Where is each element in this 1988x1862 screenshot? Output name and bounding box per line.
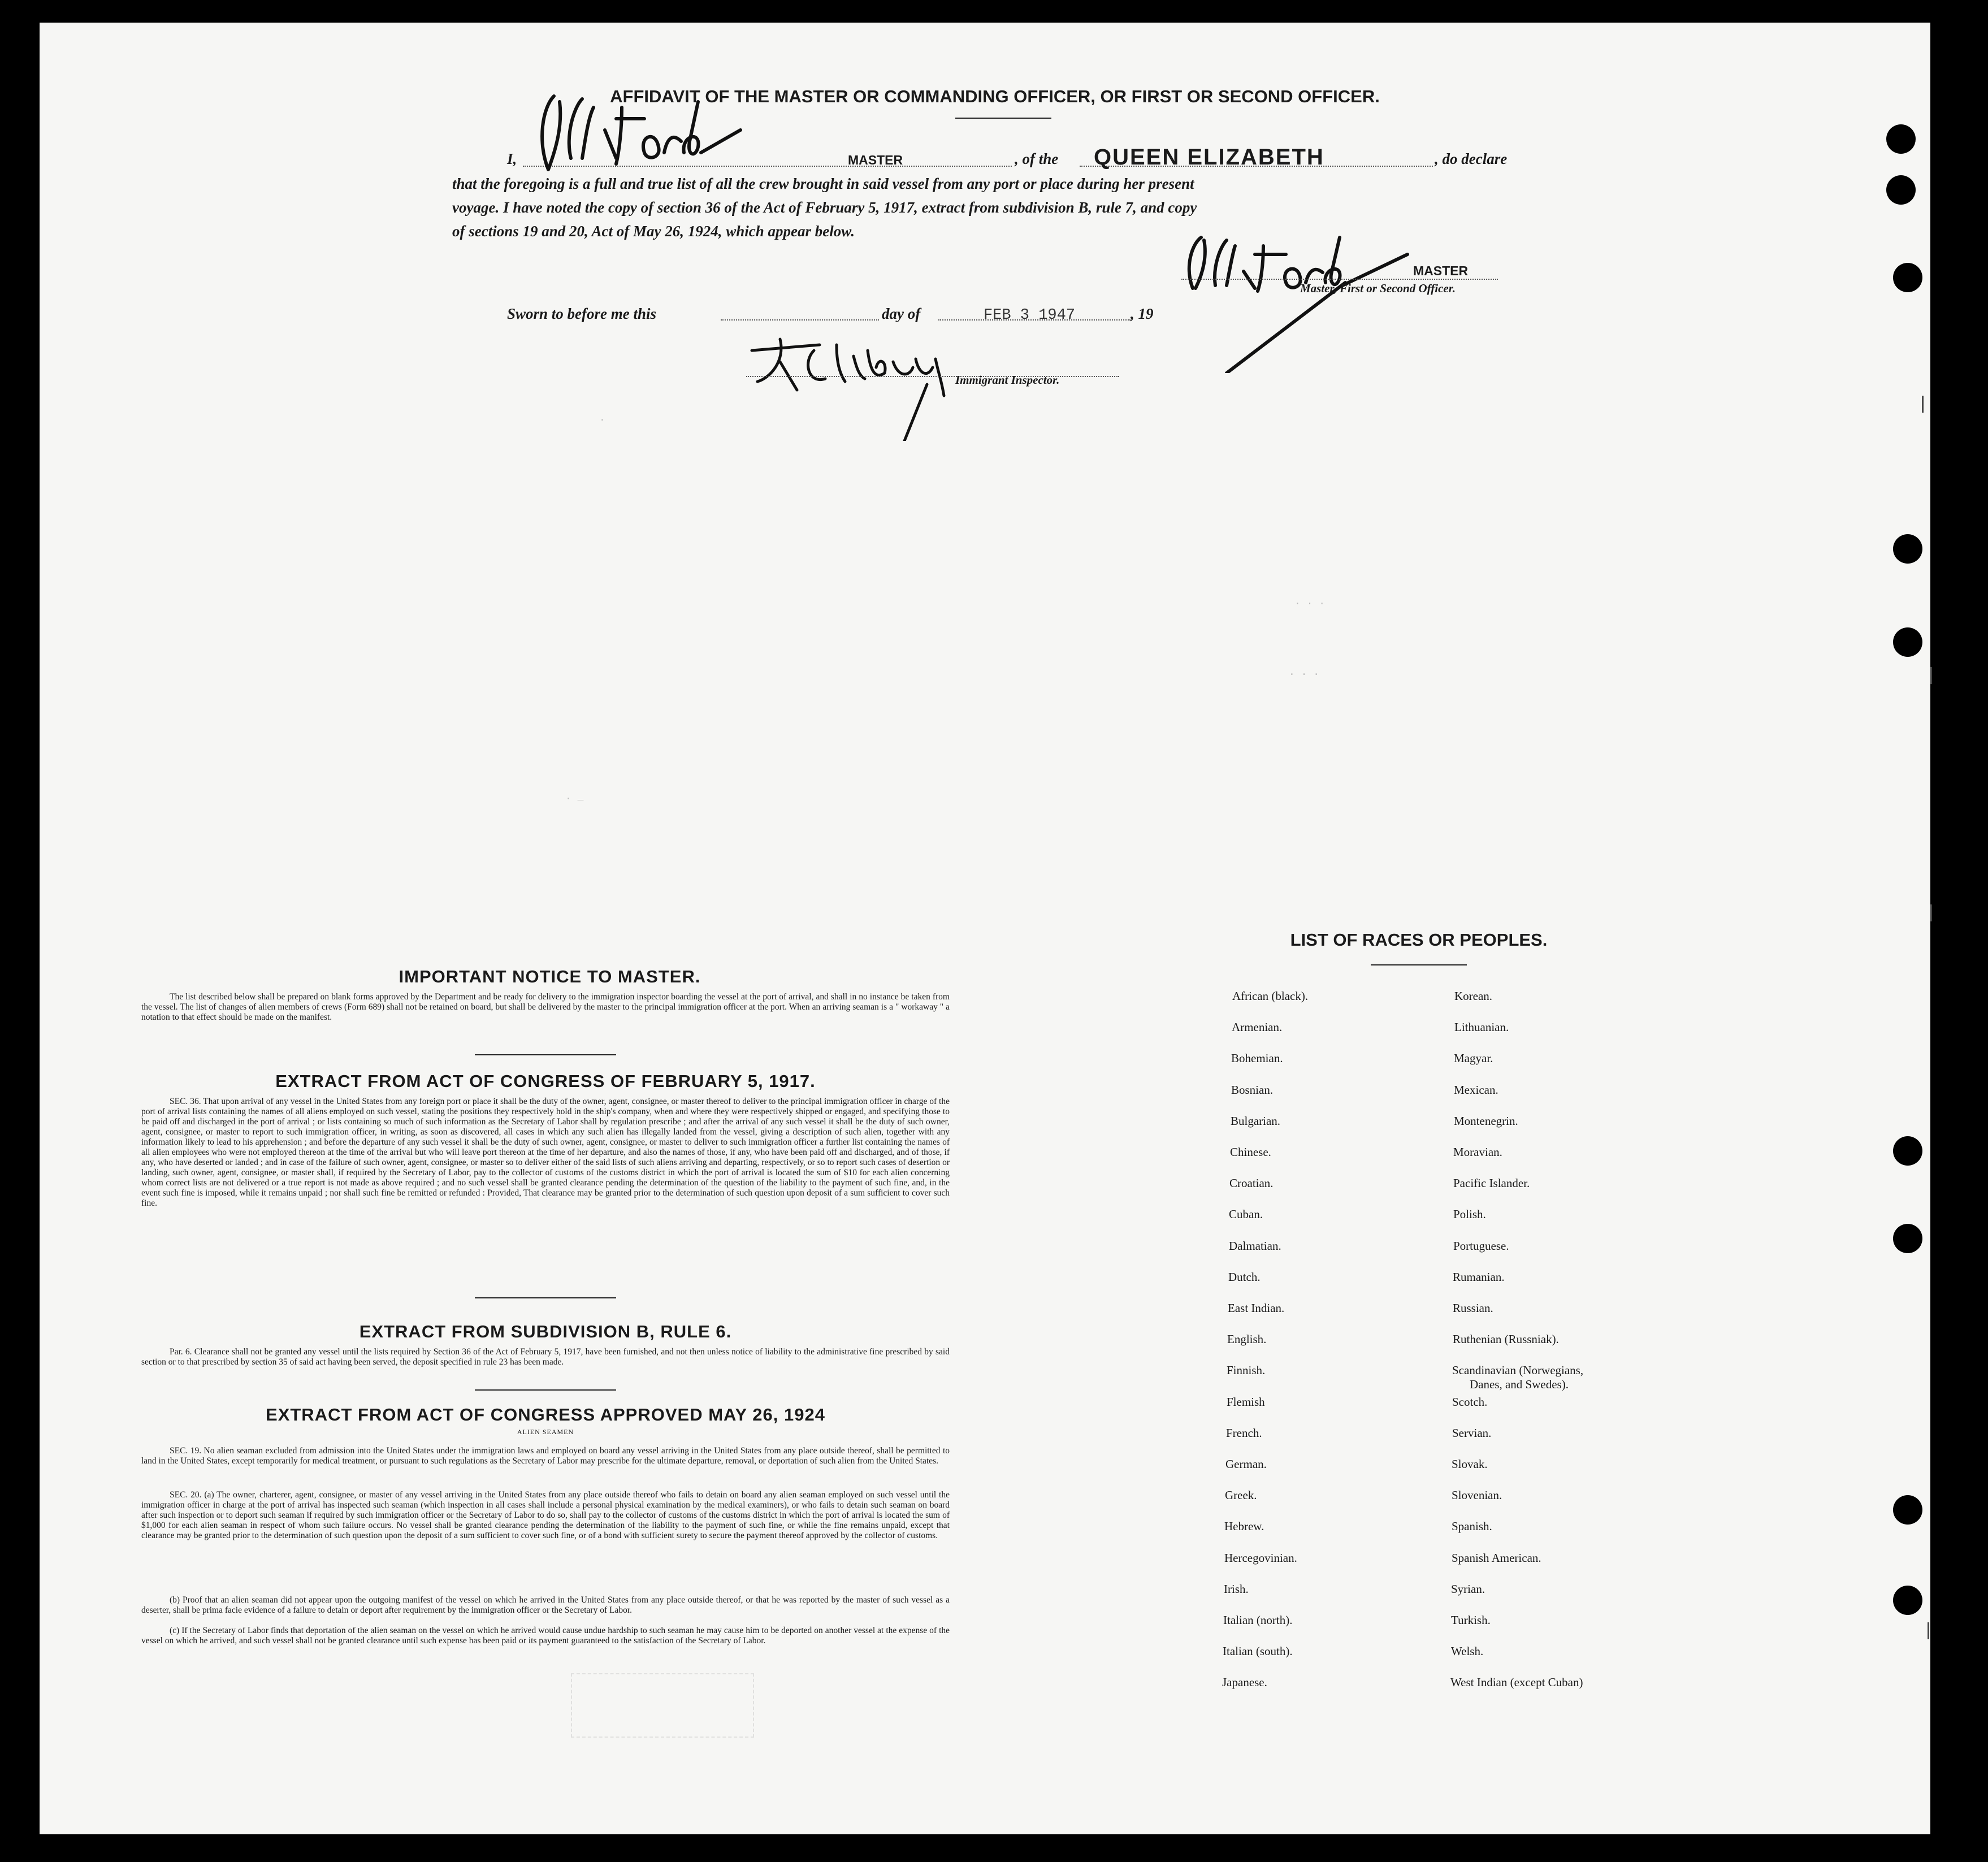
master-stamp: MASTER bbox=[848, 153, 903, 167]
margin-mark bbox=[1922, 396, 1924, 413]
sec-19-text: SEC. 19. No alien seaman excluded from admission into the United States under the immigration laws and employed on board any vessel arriving in the United States from any place outside thereof, shall be permitted to land in the United States, except temporarily for medical treatment, or pursuant to such regulations as the Secretary of Labor may prescribe for the ultimate departure, removal, or deportation of such alien from the United States. bbox=[141, 1446, 950, 1466]
affidavit-title: AFFIDAVIT OF THE MASTER OR COMMANDING OFFICER, OR FIRST OR SECOND OFFICER. bbox=[610, 86, 1380, 106]
race-item: Rumanian. bbox=[1453, 1270, 1505, 1284]
notice-text: The list described below shall be prepared on blank forms approved by the Department and be ready for delivery to the immigration inspector boarding the vessel at the port of arrival, and shall in no instance be taken from the vessel. The list of changes of alien members of crews (Form 689) shall not be retained on board, but shall be delivered by the master to the principal immigration officer at the port. When an arriving seaman is a " workaway " a notation to that effect should be made on the manifest. bbox=[141, 992, 950, 1022]
race-item: Bohemian. bbox=[1231, 1051, 1283, 1065]
affidavit-line-3: voyage. I have noted the copy of section 36 of the Act of February 5, 1917, extract from subdivision B, rule 7, and copy bbox=[452, 199, 1197, 216]
master-signature-bottom bbox=[1181, 232, 1419, 373]
margin-mark bbox=[1930, 667, 1932, 684]
race-item: Finnish. bbox=[1227, 1363, 1266, 1377]
bleed-through-mark: . bbox=[599, 413, 605, 424]
punch-hole bbox=[1886, 124, 1916, 154]
race-item: Turkish. bbox=[1451, 1613, 1491, 1627]
sec-20a-text: SEC. 20. (a) The owner, charterer, agent, consignee, or master of any vessel arriving in the United States from any place outside thereof who fails to detain on board any alien seaman employed on such vessel until the immigration officer in charge at the port of arrival has inspected such seaman (which inspection in all cases shall include a personal physical examination by the medical examiners), or who fails to detain such seaman on board after such inspection or to deport such seaman if required by such immigration officer or the Secretary of Labor to do so, shall pay to the collector of customs of the customs district in which the port of arrival is located the sum of $1,000 for each alien seaman in respect of whom such failure occurs. No vessel shall be granted clearance pending the determination of the liability to the payment of such fine, or while the fine remains unpaid, except that clearance may be granted prior to the determination of such question upon the deposit of a sum sufficient to cover such fine, or of a bond with sufficient surety to secure the payment thereof approved by the collector of customs. bbox=[141, 1490, 950, 1540]
race-item: English. bbox=[1227, 1332, 1267, 1346]
officer-caption: Master, First or Second Officer. bbox=[1300, 282, 1456, 295]
races-divider bbox=[1371, 964, 1467, 965]
race-item: Spanish. bbox=[1452, 1519, 1492, 1533]
bleed-through-mark: . . . bbox=[1294, 596, 1326, 608]
race-item: Montenegrin. bbox=[1454, 1114, 1518, 1128]
race-item: Italian (north). bbox=[1223, 1613, 1293, 1627]
race-item: German. bbox=[1225, 1457, 1267, 1471]
race-item: Slovak. bbox=[1452, 1457, 1488, 1471]
punch-hole bbox=[1893, 1136, 1922, 1166]
race-item: Syrian. bbox=[1451, 1582, 1485, 1596]
day-of-label: day of bbox=[882, 305, 921, 322]
alien-seamen-subtitle: ALIEN SEAMEN bbox=[517, 1428, 574, 1436]
race-item: Bosnian. bbox=[1231, 1083, 1274, 1097]
race-item: Moravian. bbox=[1453, 1145, 1502, 1159]
punch-hole bbox=[1893, 1224, 1922, 1253]
race-item: Cuban. bbox=[1229, 1207, 1263, 1221]
race-item: African (black). bbox=[1232, 989, 1309, 1003]
affidavit-line-2: that the foregoing is a full and true list of all the crew brought in said vessel from any port or place during her present bbox=[452, 175, 1194, 192]
race-item: Scandinavian (Norwegians, bbox=[1452, 1363, 1584, 1377]
officer-blank bbox=[1181, 279, 1498, 280]
race-item: Lithuanian. bbox=[1454, 1020, 1509, 1034]
inspector-caption: Immigrant Inspector. bbox=[955, 373, 1060, 387]
do-declare-label: , do declare bbox=[1435, 150, 1508, 167]
race-item: Welsh. bbox=[1451, 1644, 1484, 1658]
punch-hole bbox=[1893, 1495, 1922, 1525]
race-item: Pacific Islander. bbox=[1453, 1176, 1530, 1190]
faded-stamp bbox=[571, 1673, 754, 1738]
bleed-through-mark: . . . bbox=[1289, 667, 1320, 678]
punch-hole bbox=[1893, 1586, 1922, 1615]
race-item: Croatian. bbox=[1229, 1176, 1274, 1190]
race-item: Greek. bbox=[1225, 1488, 1257, 1502]
master-signature-top bbox=[531, 85, 746, 181]
subdivision-title: EXTRACT FROM SUBDIVISION B, RULE 6. bbox=[359, 1322, 732, 1341]
race-item: Spanish American. bbox=[1452, 1551, 1541, 1565]
race-item: Polish. bbox=[1453, 1207, 1486, 1221]
bleed-through-mark: . _ bbox=[565, 791, 584, 803]
race-item: East Indian. bbox=[1228, 1301, 1285, 1315]
extract-1917-title: EXTRACT FROM ACT OF CONGRESS OF FEBRUARY 5, 1917. bbox=[275, 1071, 816, 1091]
affidavit-i-label: I, bbox=[507, 150, 517, 167]
race-item: West Indian (except Cuban) bbox=[1450, 1675, 1583, 1689]
sworn-day-blank bbox=[721, 319, 879, 321]
sworn-label: Sworn to before me this bbox=[507, 305, 657, 322]
race-item: Portuguese. bbox=[1453, 1239, 1509, 1253]
extract-1917-text: SEC. 36. That upon arrival of any vessel in the United States from any foreign port or place it shall be the duty of the owner, agent, consignee, or master thereof to deliver to the principal immigration officer in charge of the port of arrival lists containing the names of all aliens employed on such vessel, stating the positions they respectively hold in the ship's company, when and where they were respectively shipped or engaged, and specifying those to be paid off and discharged in the port of arrival ; or lists containing so much of such information as the Secretary of Labor shall by regulation prescribe ; and after the arrival of any such vessel it shall be the duty of such owner, agent, consignee, or master to report to such immigration officer, in writing, as soon as discovered, all cases in which any such alien has illegally landed from the vessel, giving a description of such alien, together with any information likely to lead to his apprehension ; and before the departure of any such vessel it shall be the duty of such owner, agent, consignee, or master to deliver to such immigration officer a further list containing the names of all alien employees who were not employed thereon at the time of the arrival but who will leave port thereon at the time of her departure, and also the names of those, if any, who have been paid off and discharged, and of those, if any, who have deserted or landed ; and in case of the failure of such owner, agent, consignee, or master so to deliver either of the said lists of such aliens arriving and departing, respectively, or so to report such cases of desertion or landing, such owner, agent, consignee, or master shall, if required by the Secretary of Labor, pay to the collector of customs of the customs district in which the port of arrival is located the sum of $10 for each alien concerning whom correct lists are not delivered or a true report is not made as above required ; and no such vessel shall be granted clearance pending the determination of the question of the liability to the payment of such fine, and, in the event such fine is imposed, while it remains unpaid ; nor shall such fine be remitted or refunded : Provided, That clearance may be granted prior to the determination of such question upon deposit of a sum sufficient to cover such fine. bbox=[141, 1097, 950, 1208]
date-stamp: FEB 3 1947 bbox=[984, 307, 1076, 324]
extract-1924-title: EXTRACT FROM ACT OF CONGRESS APPROVED MAY 26, 1924 bbox=[266, 1405, 825, 1424]
master-title-stamp: MASTER bbox=[1413, 263, 1469, 278]
year-prefix: , 19 bbox=[1131, 305, 1154, 322]
punch-hole bbox=[1893, 627, 1922, 657]
sec-20c-text: (c) If the Secretary of Labor finds that deportation of the alien seaman on the vessel on which he arrived would cause undue hardship to such seaman he may cause him to be deported on another vessel at the expense of the vessel on which he arrived, and such vessel shall not be granted clearance until such expense has been paid or its payment guaranteed to the satisfaction of the Secretary of Labor. bbox=[141, 1626, 950, 1646]
notice-divider bbox=[475, 1054, 616, 1055]
race-item: Bulgarian. bbox=[1231, 1114, 1281, 1128]
race-item: Hercegovinian. bbox=[1224, 1551, 1297, 1565]
race-item: French. bbox=[1226, 1426, 1262, 1440]
race-item: Irish. bbox=[1224, 1582, 1249, 1596]
punch-hole bbox=[1893, 534, 1922, 564]
race-item: Dutch. bbox=[1228, 1270, 1261, 1284]
race-item: Armenian. bbox=[1232, 1020, 1283, 1034]
document-page bbox=[40, 23, 1930, 1834]
race-item: Mexican. bbox=[1454, 1083, 1498, 1097]
sec-20b-text: (b) Proof that an alien seaman did not appear upon the outgoing manifest of the vessel on which he arrived in the United States from any place outside thereof, or that he was reported by the master of such vessel as a deserter, shall be prima facie evidence of a failure to detain or deport after requirement by the immigration officer or the Secretary of Labor. bbox=[141, 1595, 950, 1615]
subdivision-text: Par. 6. Clearance shall not be granted any vessel until the lists required by Section 36 of the Act of February 5, 1917, have been furnished, and not then unless notice of liability to the administrative fine prescribed by said section or to that prescribed by section 35 of said act having been served, the deposit specified in rule 23 has been made. bbox=[141, 1347, 950, 1367]
race-item-scandinavian-cont: Danes, and Swedes). bbox=[1470, 1378, 1569, 1391]
race-item: Scotch. bbox=[1452, 1395, 1488, 1409]
margin-mark bbox=[1930, 904, 1932, 921]
race-item: Chinese. bbox=[1230, 1145, 1271, 1159]
of-the-label: , of the bbox=[1015, 150, 1059, 167]
race-item: Ruthenian (Russniak). bbox=[1453, 1332, 1559, 1346]
race-item: Magyar. bbox=[1454, 1051, 1493, 1065]
notice-title: IMPORTANT NOTICE TO MASTER. bbox=[399, 967, 701, 986]
race-item: Hebrew. bbox=[1224, 1519, 1264, 1533]
race-item: Flemish bbox=[1227, 1395, 1265, 1409]
affidavit-line-4: of sections 19 and 20, Act of May 26, 1924, which appear below. bbox=[452, 223, 855, 240]
race-item: Servian. bbox=[1452, 1426, 1492, 1440]
races-title: LIST OF RACES OR PEOPLES. bbox=[1290, 930, 1548, 950]
title-divider bbox=[955, 118, 1051, 119]
subdivision-divider bbox=[475, 1389, 616, 1391]
race-item: Japanese. bbox=[1222, 1675, 1267, 1689]
inspector-blank bbox=[746, 376, 1119, 377]
race-item: Korean. bbox=[1454, 989, 1493, 1003]
punch-hole bbox=[1893, 263, 1922, 292]
race-item: Russian. bbox=[1453, 1301, 1493, 1315]
ship-name: QUEEN ELIZABETH bbox=[1094, 145, 1324, 170]
race-item: Italian (south). bbox=[1223, 1644, 1293, 1658]
race-item: Dalmatian. bbox=[1229, 1239, 1281, 1253]
extract-1917-divider bbox=[475, 1297, 616, 1298]
punch-hole bbox=[1886, 175, 1916, 205]
margin-mark bbox=[1928, 1622, 1929, 1639]
race-item: Slovenian. bbox=[1452, 1488, 1502, 1502]
